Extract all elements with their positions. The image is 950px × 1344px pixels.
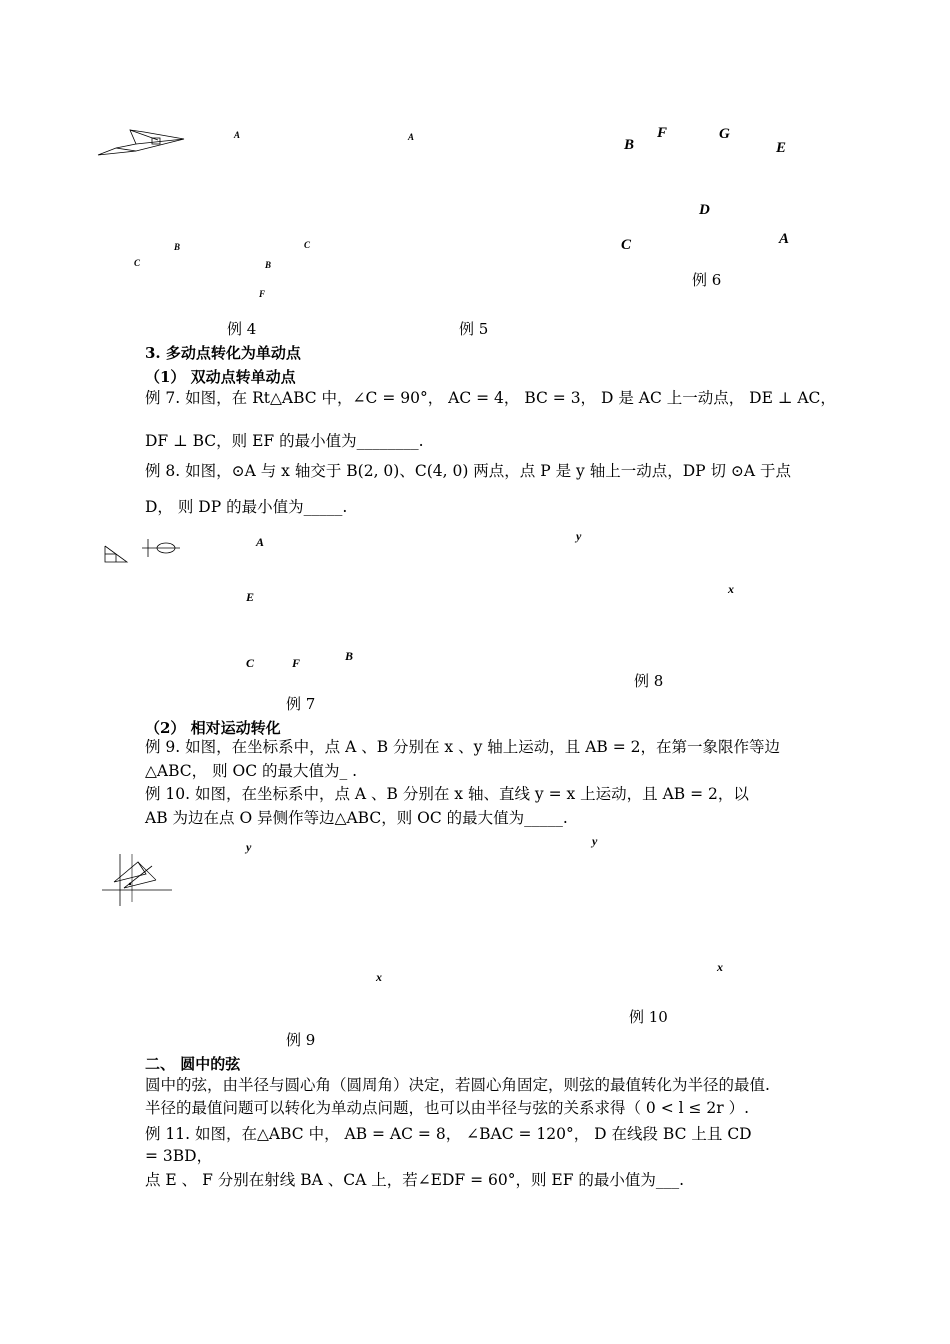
example10-text-line1: 例 10. 如图，在坐标系中，点 A 、B 分别在 x 轴、直线 y = x 上运动，且 AB = 2，以: [145, 785, 749, 803]
figure-example7-thumbnail: [103, 544, 129, 564]
example7-text-line2: DF ⊥ BC，则 EF 的最小值为________.: [145, 432, 424, 450]
label-x: x: [376, 970, 382, 984]
caption-example9: 例 9: [286, 1031, 316, 1049]
label-F: F: [259, 289, 266, 299]
section2-paragraph2: 半径的最值问题可以转化为单动点问题，也可以由半径与弦的关系求得（ 0 < l ≤ 2r ）.: [145, 1099, 750, 1117]
caption-example4: 例 4: [227, 320, 257, 338]
label-G: G: [719, 126, 730, 142]
label-F: F: [292, 656, 301, 670]
label-E: E: [776, 140, 787, 156]
example11-text-line2: = 3BD，: [145, 1147, 213, 1165]
example10-text-line2: AB 为边在点 O 异侧作等边△ABC，则 OC 的最大值为_____.: [145, 809, 568, 827]
example9-text-line2: △ABC， 则 OC 的最大值为_ .: [145, 762, 358, 780]
caption-example10: 例 10: [629, 1008, 668, 1026]
caption-example8: 例 8: [634, 672, 664, 690]
example8-text-line2: D， 则 DP 的最小值为_____.: [145, 498, 348, 516]
label-x: x: [728, 582, 734, 596]
label-B: B: [265, 260, 272, 270]
label-D: D: [699, 202, 710, 218]
label-y: y: [592, 834, 598, 848]
caption-example7: 例 7: [286, 695, 316, 713]
label-F: F: [657, 125, 668, 141]
example11-text-line1: 例 11. 如图，在△ABC 中， AB = AC = 8， ∠BAC = 120°， D 在线段 BC 上且 CD: [145, 1125, 752, 1143]
figure-example4-thumbnail: [96, 126, 186, 160]
caption-example5: 例 5: [459, 320, 489, 338]
label-C: C: [134, 258, 141, 268]
label-E: E: [246, 590, 255, 604]
caption-example6: 例 6: [692, 271, 722, 289]
example9-text-line1: 例 9. 如图，在坐标系中，点 A 、B 分别在 x 、y 轴上运动，且 AB = 2，在第一象限作等边: [145, 738, 781, 756]
label-A: A: [779, 231, 790, 247]
section-heading-3: 3. 多动点转化为单动点: [145, 344, 301, 362]
label-C: C: [246, 656, 255, 670]
label-B: B: [174, 242, 181, 252]
label-C: C: [621, 237, 632, 253]
label-x: x: [717, 960, 723, 974]
label-A: A: [408, 132, 415, 142]
figure-example8-thumbnail: [140, 538, 182, 558]
section2-paragraph1: 圆中的弦，由半径与圆心角（圆周角）决定，若圆心角固定，则弦的最值转化为半径的最值.: [145, 1076, 770, 1094]
figure-example9-thumbnail: [100, 852, 174, 908]
label-A: A: [256, 535, 265, 549]
section-heading-2: 二、 圆中的弦: [145, 1055, 241, 1073]
label-B: B: [624, 137, 635, 153]
subsection-heading-2: （2） 相对运动转化: [145, 719, 281, 737]
example8-text-line1: 例 8. 如图，⊙A 与 x 轴交于 B(2, 0)、C(4, 0) 两点，点 P 是 y 轴上一动点，DP 切 ⊙A 于点: [145, 462, 792, 480]
subsection-heading-1: （1） 双动点转单动点: [145, 368, 296, 386]
label-A: A: [234, 130, 241, 140]
label-y: y: [246, 840, 252, 854]
example7-text-line1: 例 7. 如图，在 Rt△ABC 中，∠C = 90°， AC = 4， BC = 3， D 是 AC 上一动点， DE ⊥ AC，: [145, 389, 836, 407]
example11-text-line3: 点 E 、 F 分别在射线 BA 、CA 上，若∠EDF = 60°，则 EF 的最小值为___.: [145, 1171, 685, 1189]
label-C: C: [304, 240, 311, 250]
label-B: B: [345, 649, 354, 663]
label-y: y: [576, 529, 582, 543]
